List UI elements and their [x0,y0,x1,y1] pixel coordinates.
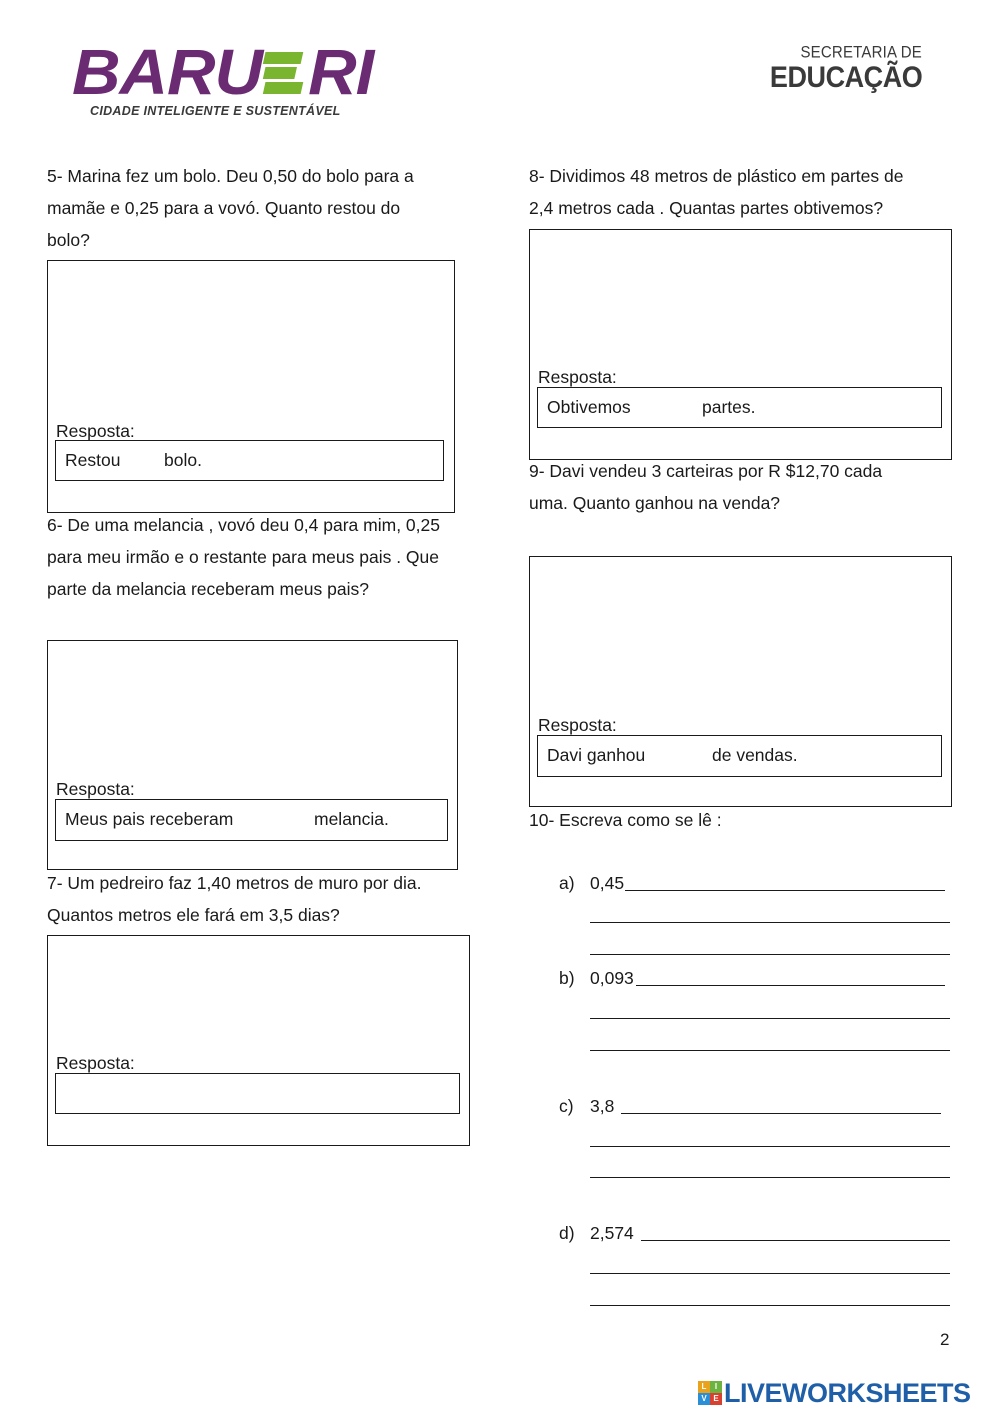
q10-a-answer-line[interactable] [625,890,945,891]
barueri-logo [72,36,392,124]
question-9-line: 9- Davi vendeu 3 carteiras por R $12,70 cada [529,461,883,481]
question-8-line: 8- Dividimos 48 metros de plástico em partes de [529,166,904,186]
answer-prefix: Meus pais receberam [65,809,234,829]
liveworksheets-text: LIVEWORKSHEETS [724,1377,971,1408]
logo-wordmark: BARU RI [72,36,374,108]
answer-prefix: Obtivemos [547,397,631,417]
question-6-line: 6- De uma melancia , vovó deu 0,4 para mim, 0,25 [47,515,440,535]
liveworksheets-logo-icon [698,1381,722,1405]
q10-item-letter: d) [559,1223,575,1243]
q10-a-answer-line[interactable] [590,954,950,955]
q10-item-number: 3,8 [590,1096,615,1116]
q10-b-answer-line[interactable] [590,1018,950,1019]
q10-item-letter: a) [559,873,575,893]
q10-b-answer-line[interactable] [590,1050,950,1051]
question-6-line: parte da melancia receberam meus pais? [47,579,369,599]
logo-letter: V [698,1393,710,1405]
question-9-answer-label: Resposta: [538,715,617,735]
q10-c-answer-line[interactable] [621,1113,941,1114]
logo-tagline: CIDADE INTELIGENTE E SUSTENTÁVEL [90,104,341,118]
question-5-text [47,160,467,256]
q10-item-number: 0,093 [590,968,634,988]
question-7-line: Quantos metros ele fará em 3,5 dias? [47,905,340,925]
answer-suffix: bolo. [164,450,202,470]
question-6-answer-field[interactable] [55,799,448,841]
answer-prefix: Davi ganhou [547,745,646,765]
question-6-line: para meu irmão e o restante para meus pais . Que [47,547,440,567]
q10-item-letter: b) [559,968,575,988]
q10-d-answer-line[interactable] [641,1240,950,1241]
question-7-answer-label: Resposta: [56,1053,135,1073]
q10-item-letter: c) [559,1096,574,1116]
answer-prefix: Restou [65,450,121,470]
q10-d-answer-line[interactable] [590,1305,950,1306]
question-8-text [529,160,959,224]
question-7-text [47,867,477,931]
question-7-line: 7- Um pedreiro faz 1,40 metros de muro por dia. [47,873,422,893]
question-5-line: bolo? [47,230,90,250]
secretaria-line1: SECRETARIA DE [800,43,922,62]
question-8-answer-label: Resposta: [538,367,617,387]
logo-e-stripes-icon [264,48,306,98]
question-9-answer-field[interactable] [537,735,942,777]
q10-c-answer-line[interactable] [590,1146,950,1147]
question-9-line: uma. Quanto ganhou na venda? [529,493,781,513]
q10-item-number: 2,574 [590,1223,634,1243]
question-6-answer-label: Resposta: [56,779,135,799]
answer-suffix: melancia. [314,809,389,829]
question-9-text [529,455,959,519]
question-5-answer-label: Resposta: [56,421,135,441]
logo-letter: E [710,1393,722,1405]
question-7-answer-field[interactable] [55,1073,460,1114]
question-6-text [47,509,477,605]
q10-item-number: 0,45 [590,873,625,893]
answer-suffix: de vendas. [712,745,798,765]
question-7-work-area[interactable] [47,935,470,1146]
question-8-line: 2,4 metros cada . Quantas partes obtivemos? [529,198,884,218]
question-10-title: 10- Escreva como se lê : [529,810,722,830]
question-8-answer-field[interactable] [537,387,942,428]
q10-d-answer-line[interactable] [590,1273,950,1274]
secretaria-line2: EDUCAÇÃO [769,61,922,94]
secretaria-header [753,44,922,95]
question-5-line: 5- Marina fez um bolo. Deu 0,50 do bolo para a [47,166,414,186]
page-number: 2 [940,1330,950,1349]
q10-a-answer-line[interactable] [590,922,950,923]
logo-letter: I [710,1381,722,1393]
answer-suffix: partes. [702,397,756,417]
liveworksheets-badge[interactable] [698,1378,971,1408]
question-5-answer-field[interactable] [55,440,444,481]
question-5-line: mamãe e 0,25 para a vovó. Quanto restou do [47,198,401,218]
q10-c-answer-line[interactable] [590,1177,950,1178]
q10-b-answer-line[interactable] [636,985,945,986]
logo-letter: L [698,1381,710,1393]
